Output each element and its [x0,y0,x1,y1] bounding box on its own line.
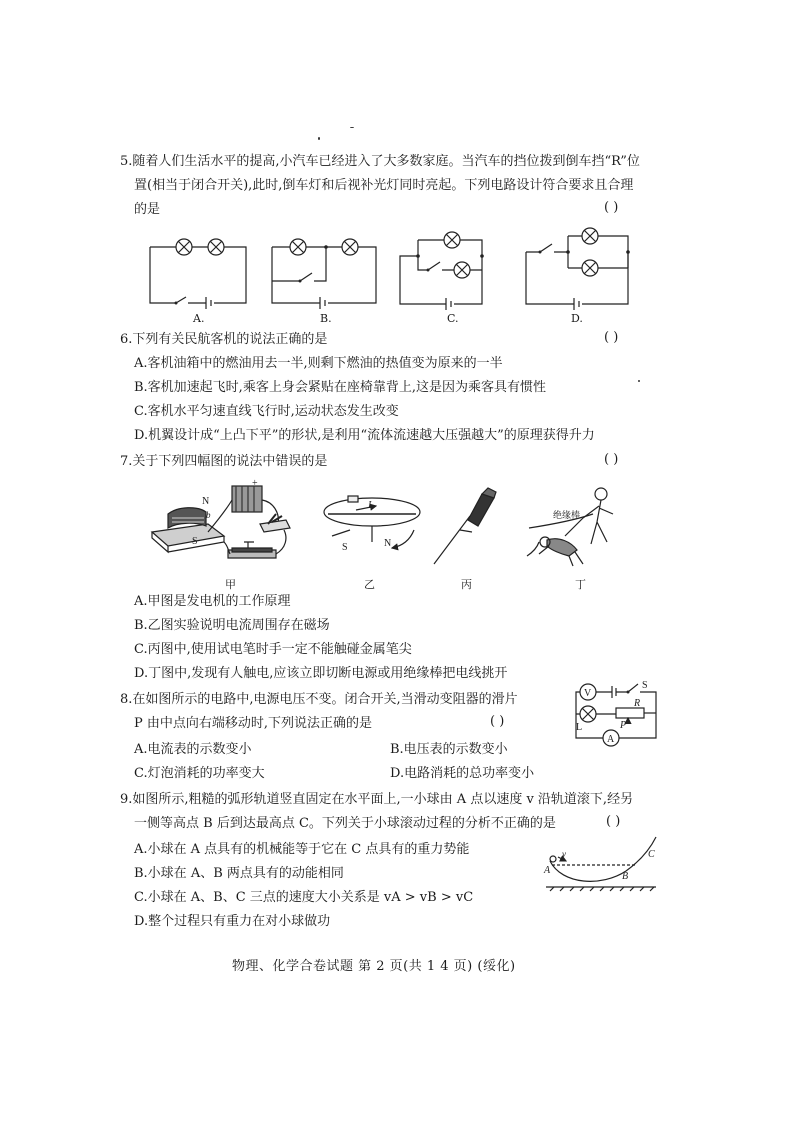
circuit-label-d: D. [571,312,583,325]
jia-b-label: b [206,510,211,520]
q7-option-d: D.丁图中,发现有人触电,应该立即切断电源或用绝缘棒把电线挑开 [134,666,508,681]
q6-answer-paren: ( ) [604,330,619,345]
q9-line1: 9.如图所示,粗糙的弧形轨道竖直固定在水平面上,一小球由 A 点以速度 v 沿轨道滚下,经另 [120,792,634,807]
q8-answer-paren: ( ) [490,714,505,729]
page-footer: 物理、化学合卷试题 第 2 页(共 1 4 页) (绥化) [232,959,516,974]
q9-point-b: B [622,871,629,882]
q6-option-a: A.客机油箱中的燃油用去一半,则剩下燃油的热值变为原来的一半 [134,356,503,371]
q7-option-b: B.乙图实验说明电流周围存在磁场 [134,618,330,633]
q6-option-b: B.客机加速起飞时,乘客上身会紧贴在座椅靠背上,这是因为乘客具有惯性 [134,380,546,395]
jia-plus-sign: + [252,478,258,489]
q9-velocity-label: v [562,849,566,859]
q9-option-b: B.小球在 A、B 两点具有的动能相同 [134,866,344,881]
q7-option-c: C.丙图中,使用试电笔时手一定不能触碰金属笔尖 [134,642,412,657]
q8-slider-label: P [620,720,627,731]
scan-speck [638,380,640,382]
ding-insulator-label: 绝缘棒 [553,511,581,521]
figure-label-ding: 丁 [575,578,586,591]
q8-lamp-label: L [576,722,583,733]
circuit-diagram-c [398,222,508,308]
q9-option-c: C.小球在 A、B、C 三点的速度大小关系是 vA > vB > vC [134,890,474,905]
figure-ding-rescue [525,484,635,574]
q5-answer-paren: ( ) [604,200,619,215]
q8-voltmeter-label: V [584,688,592,699]
q8-line2: P 由中点向右端移动时,下列说法正确的是 [134,716,373,731]
q6-option-d: D.机翼设计成“上凸下平”的形状,是利用“流体流速越大压强越大”的原理获得升力 [134,428,595,443]
q9-point-c: C [648,849,655,860]
q8-option-a: A.电流表的示数变小 [134,742,252,757]
q6-option-c: C.客机水平匀速直线飞行时,运动状态发生改变 [134,404,399,419]
q9-line2: 一侧等高点 B 后到达最高点 C。下列关于小球滚动过程的分析不正确的是 [134,816,556,831]
q6-stem: 6.下列有关民航客机的说法正确的是 [120,332,328,347]
figure-label-jia: 甲 [225,578,236,591]
circuit-diagram-d [524,222,634,308]
q8-ammeter-label: A [607,734,615,745]
circuit-label-c: C. [447,312,459,325]
circuit-diagram-a [148,235,248,307]
circuit-label-b: B. [320,312,332,325]
figure-yi-compass [320,490,430,556]
jia-s-pole: S [192,536,198,547]
q5-line3: 的是 [134,202,161,217]
q8-option-b: B.电压表的示数变小 [390,742,508,757]
q7-answer-paren: ( ) [604,452,619,467]
jia-n-pole: N [202,496,210,507]
figure-label-bing: 丙 [461,578,472,591]
q8-rheostat-label: R [634,698,641,709]
figure-jia-apparatus [148,480,298,575]
circuit-label-a: A. [193,312,205,325]
q8-switch-label: S [642,680,648,691]
q9-point-a: A [544,865,551,876]
q9-option-a: A.小球在 A 点具有的机械能等于它在 C 点具有的重力势能 [134,842,470,857]
q9-option-d: D.整个过程只有重力在对小球做功 [134,914,331,929]
q9-track-diagram [542,835,662,895]
q8-option-d: D.电路消耗的总功率变小 [390,766,535,781]
figure-label-yi: 乙 [364,578,375,591]
q7-option-a: A.甲图是发电机的工作原理 [134,594,291,609]
q8-circuit-diagram [570,680,660,750]
q5-line2: 置(相当于闭合开关),此时,倒车灯和后视补光灯同时亮起。下列电路设计符合要求且合理 [134,178,634,193]
figure-bing-test-pen [430,486,500,566]
q9-answer-paren: ( ) [606,814,621,829]
q7-stem: 7.关于下列四幅图的说法中错误的是 [120,454,328,469]
q8-option-c: C.灯泡消耗的功率变大 [134,766,265,781]
yi-n-label: N [384,538,392,549]
q8-line1: 8.在如图所示的电路中,电源电压不变。闭合开关,当滑动变阻器的滑片 [120,692,518,707]
yi-s-label: S [342,542,348,553]
scan-speck [318,137,320,140]
yi-current-label: I [368,500,372,511]
circuit-diagram-b [270,235,380,307]
q5-line1: 5.随着人们生活水平的提高,小汽车已经进入了大多数家庭。当汽车的挡位拨到倒车挡“R”位 [120,154,640,169]
scan-speck [350,127,354,128]
